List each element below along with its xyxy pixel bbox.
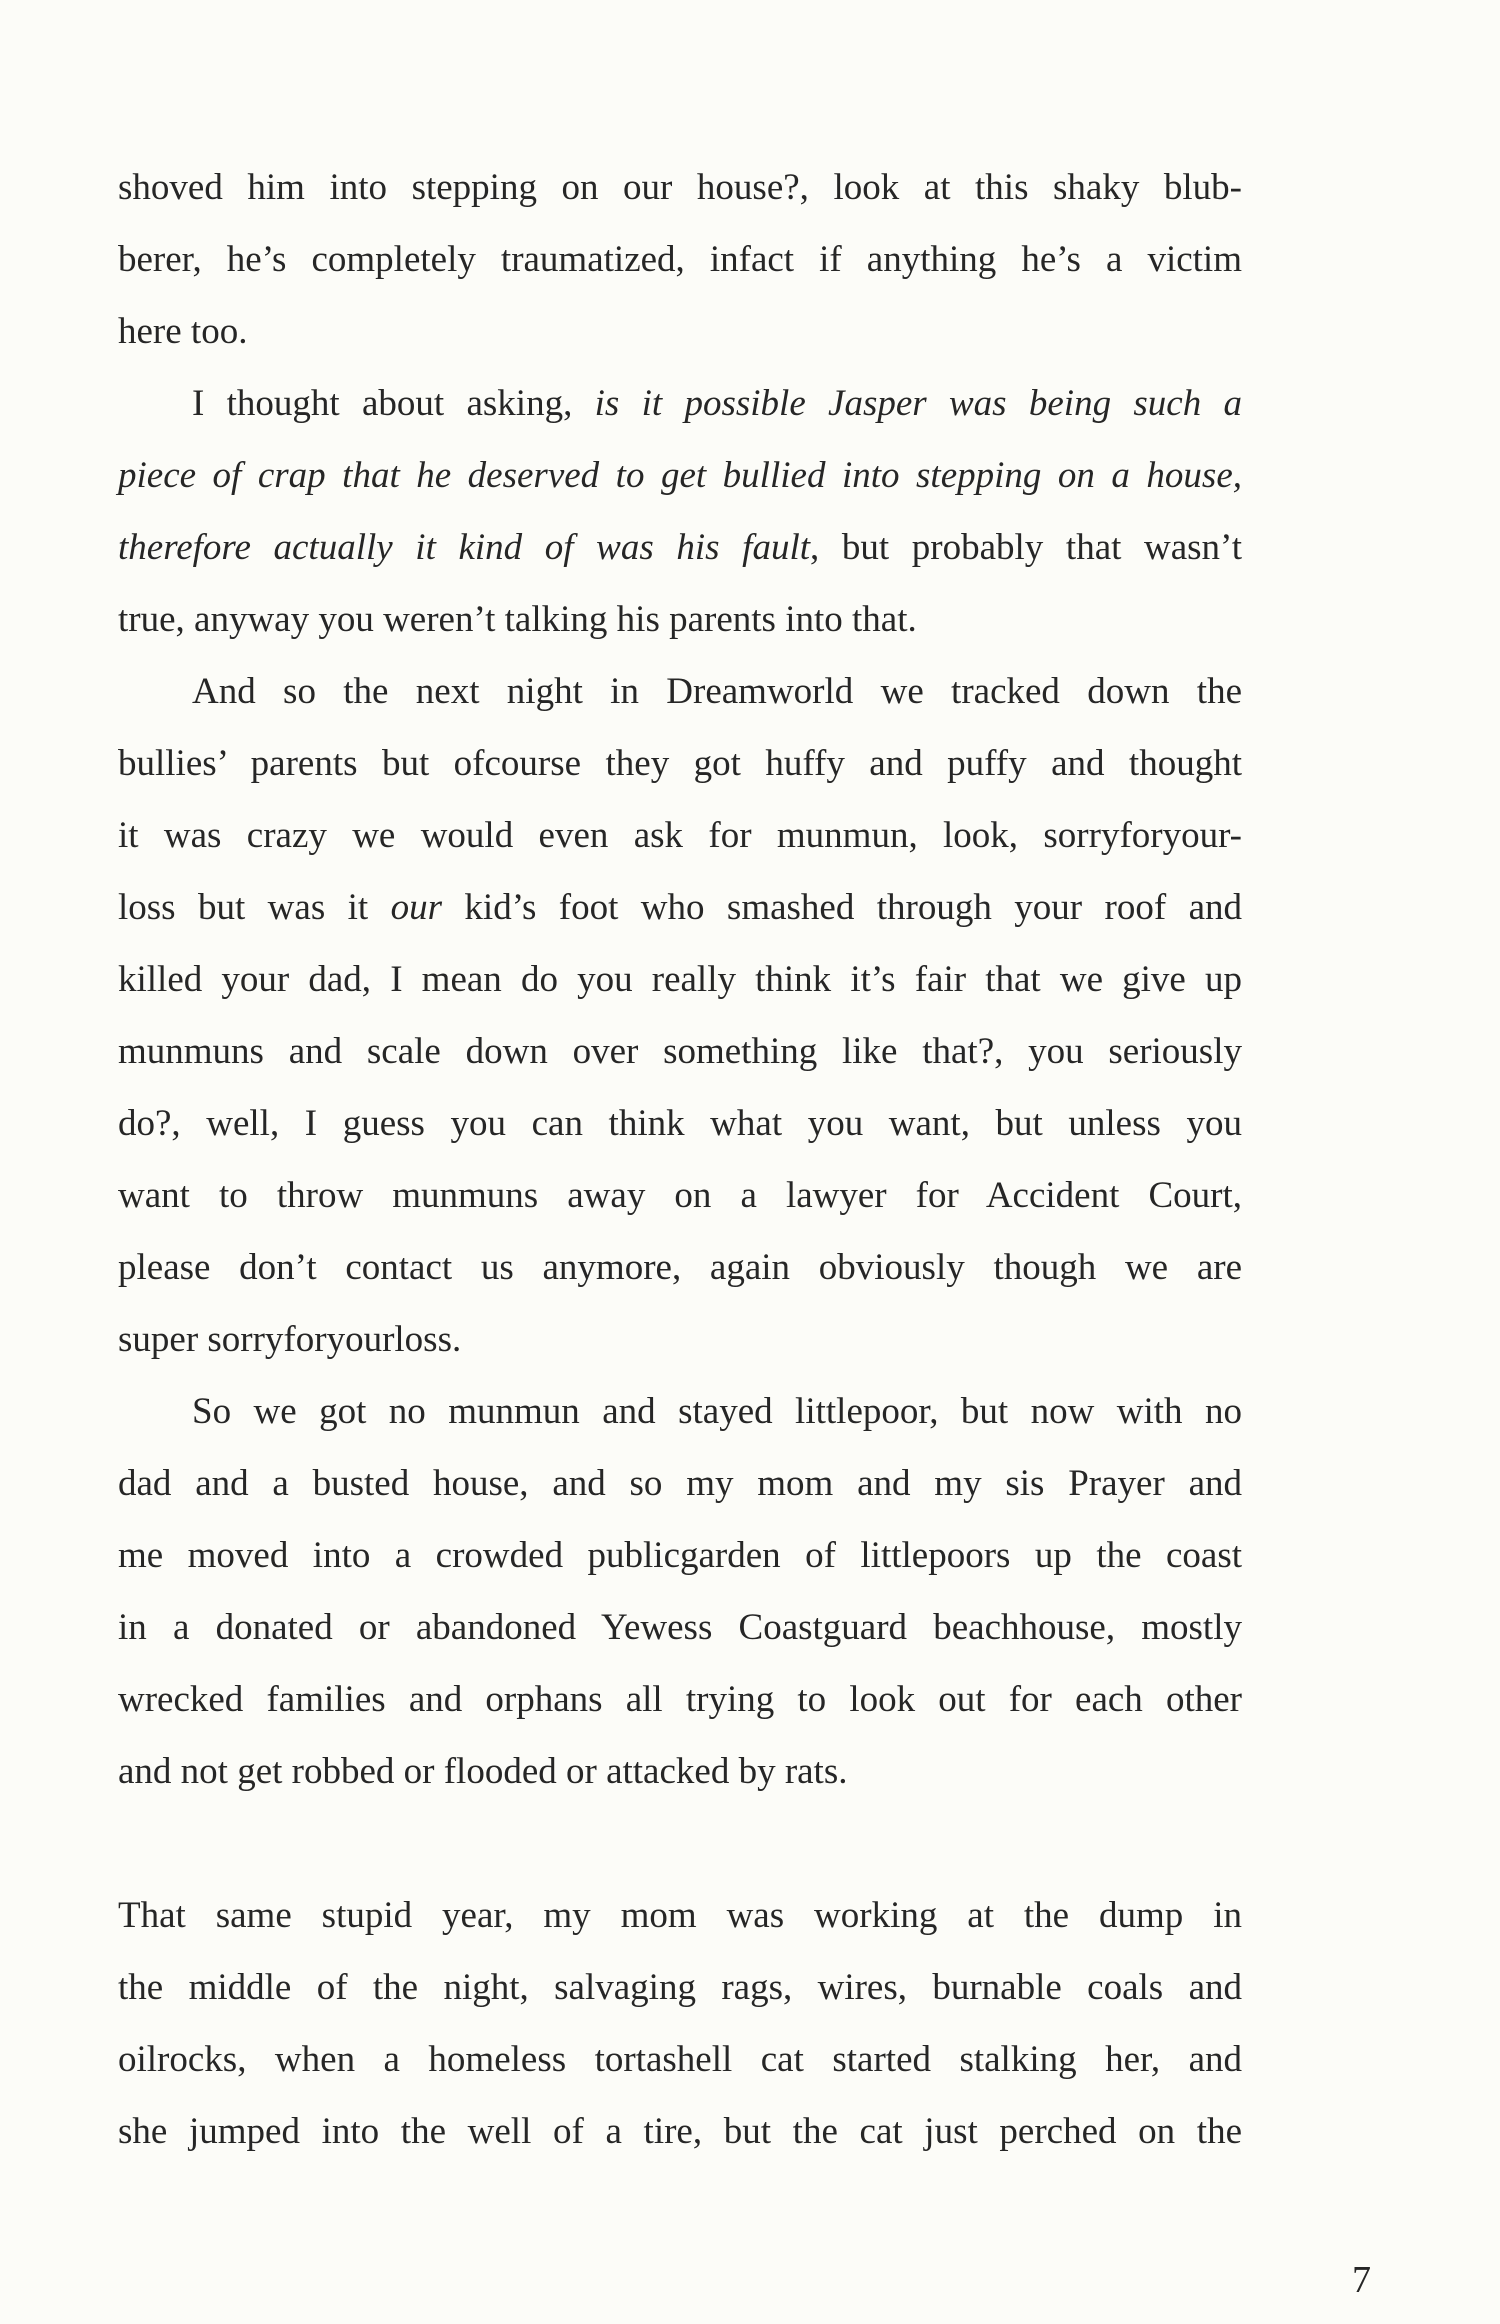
paragraph: [118, 1880, 1242, 2168]
text-line: [118, 872, 1242, 944]
text-line: [118, 1232, 1242, 1304]
text-line: [118, 1376, 1242, 1448]
text-run: loss but was it: [118, 887, 391, 928]
text-line: [118, 2024, 1242, 2096]
text-run: me moved into a crowded publicgarden of littlepoors up the coast: [118, 1535, 1242, 1576]
text-line: [118, 728, 1242, 800]
text-run: And so the next night in Dreamworld we tracked down the: [192, 671, 1242, 712]
text-run: want to throw munmuns away on a lawyer for Accident Court,: [118, 1175, 1242, 1216]
page-number: 7: [1352, 2259, 1371, 2301]
text-line: [118, 1664, 1242, 1736]
text-run: berer, he’s completely traumatized, infact if anything he’s a victim: [118, 239, 1242, 280]
text-run: oilrocks, when a homeless tortashell cat started stalking her, and: [118, 2039, 1242, 2080]
italic-text: therefore actually it kind of was his fault: [118, 527, 811, 568]
text-line: [118, 368, 1242, 440]
text-run: please don’t contact us anymore, again obviously though we are: [118, 1247, 1242, 1288]
text-line: [118, 1448, 1242, 1520]
text-line: [118, 1520, 1242, 1592]
text-run: dad and a busted house, and so my mom and my sis Prayer and: [118, 1463, 1242, 1504]
text-line: [118, 2096, 1242, 2168]
text-run: , but probably that wasn’t: [810, 527, 1242, 568]
text-line: [118, 1592, 1242, 1664]
text-run: super sorryforyourloss.: [118, 1319, 462, 1360]
paragraph: [118, 152, 1242, 368]
paragraph: [118, 368, 1242, 656]
text-line: [118, 584, 1242, 656]
text-line: [118, 1880, 1242, 1952]
text-run: kid’s foot who smashed through your roof and: [442, 887, 1242, 928]
text-line: [118, 296, 1242, 368]
text-line: [118, 1952, 1242, 2024]
text-run: I thought about asking,: [192, 383, 595, 424]
text-run: in a donated or abandoned Yewess Coastguard beachhouse, mostly: [118, 1607, 1242, 1648]
text-run: So we got no munmun and stayed littlepoor, but now with no: [192, 1391, 1242, 1432]
paragraph: [118, 656, 1242, 1376]
text-run: killed your dad, I mean do you really think it’s fair that we give up: [118, 959, 1242, 1000]
text-line: [118, 440, 1242, 512]
text-run: munmuns and scale down over something like that?, you seriously: [118, 1031, 1242, 1072]
text-run: she jumped into the well of a tire, but the cat just perched on the: [118, 2111, 1242, 2152]
paragraph: [118, 1376, 1242, 1808]
text-line: [118, 800, 1242, 872]
text-run: the middle of the night, salvaging rags, wires, burnable coals and: [118, 1967, 1242, 2008]
text-line: [118, 1160, 1242, 1232]
text-line: [118, 224, 1242, 296]
text-line: [118, 512, 1242, 584]
text-line: [118, 1736, 1242, 1808]
body-text: [118, 152, 1242, 2168]
text-line: [118, 1088, 1242, 1160]
text-run: and not get robbed or flooded or attacked by rats.: [118, 1751, 848, 1792]
text-line: [118, 1016, 1242, 1088]
text-line: [118, 1304, 1242, 1376]
text-line: [118, 152, 1242, 224]
text-run: shoved him into stepping on our house?, look at this shaky blub-: [118, 167, 1242, 208]
text-run: bullies’ parents but ofcourse they got huffy and puffy and thought: [118, 743, 1242, 784]
text-line: [118, 656, 1242, 728]
text-run: That same stupid year, my mom was working at the dump in: [118, 1895, 1242, 1936]
text-run: true, anyway you weren’t talking his parents into that.: [118, 599, 917, 640]
text-run: it was crazy we would even ask for munmun, look, sorryforyour-: [118, 815, 1242, 856]
italic-text: our: [390, 887, 443, 928]
text-line: [118, 944, 1242, 1016]
text-run: here too.: [118, 311, 248, 352]
text-run: wrecked families and orphans all trying to look out for each other: [118, 1679, 1242, 1720]
text-run: do?, well, I guess you can think what you want, but unless you: [118, 1103, 1242, 1144]
italic-text: is it possible Jasper was being such a: [594, 383, 1243, 424]
italic-text: piece of crap that he deserved to get bullied into stepping on a house,: [118, 455, 1242, 496]
